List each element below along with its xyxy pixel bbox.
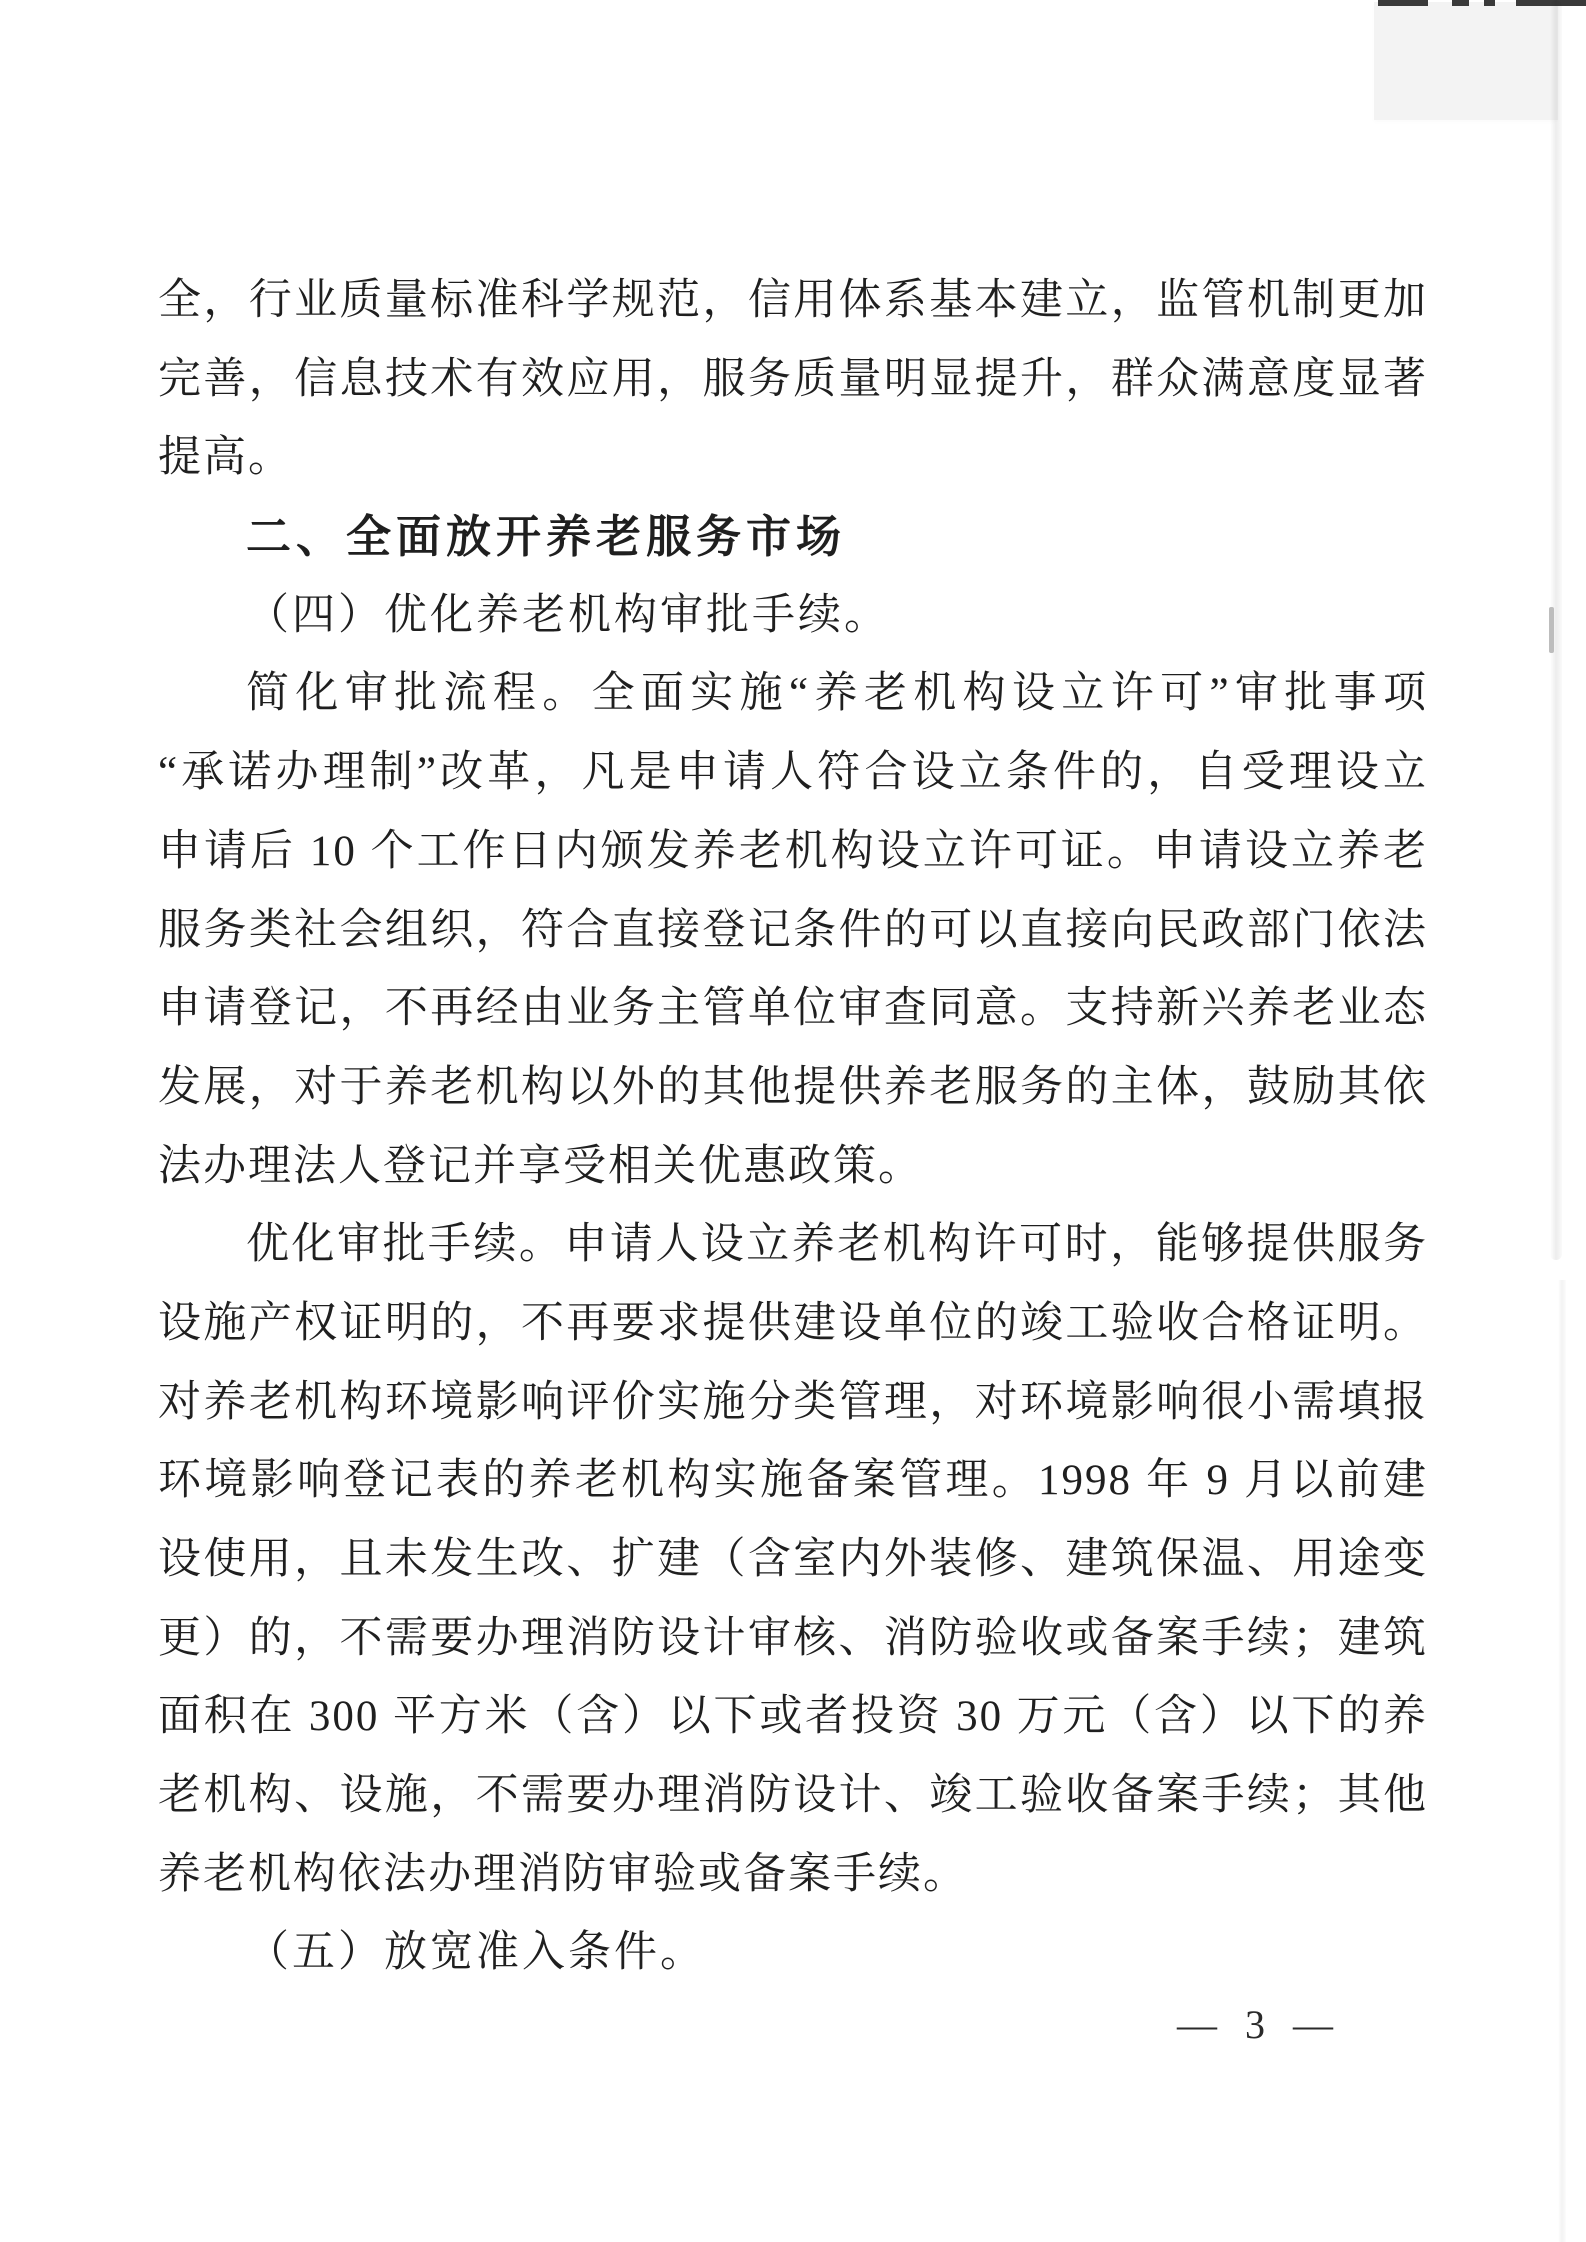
text-line: 设施产权证明的，不再要求提供建设单位的竣工验收合格证明。 [158,1299,1428,1347]
page-number: — 3 — [1177,2002,1333,2047]
text-line: 完善，信息技术有效应用，服务质量明显提升，群众满意度显著 [158,355,1428,403]
text-line: 简化审批流程。全面实施“养老机构设立许可”审批事项 [246,670,1428,718]
text-line: 申请登记，不再经由业务主管单位审查同意。支持新兴养老业态 [158,985,1428,1033]
text-line: 对养老机构环境影响评价实施分类管理，对环境影响很小需填报 [158,1378,1428,1426]
subsection-heading: （五）放宽准入条件。 [246,1929,706,1977]
scan-edge-shadow [1558,1280,1566,2242]
text-line: 提高。 [158,434,293,482]
text-line: “承诺办理制”改革，凡是申请人符合设立条件的，自受理设立 [158,749,1428,797]
scan-top-dash [1484,0,1495,6]
section-heading: 二、全面放开养老服务市场 [246,511,847,563]
subsection-heading: （四）优化养老机构审批手续。 [246,591,890,639]
text-line: 服务类社会组织，符合直接登记条件的可以直接向民政部门依法 [158,906,1428,954]
text-line: 养老机构依法办理消防审验或备案手续。 [158,1850,968,1898]
text-line: 设使用，且未发生改、扩建（含室内外装修、建筑保温、用途变 [158,1536,1428,1583]
scan-top-dash [1452,0,1469,6]
text-line: 更）的，不需要办理消防设计审核、消防验收或备案手续；建筑 [158,1614,1428,1662]
text-line: 面积在 300 平方米（含）以下或者投资 30 万元（含）以下的养 [158,1693,1428,1741]
text-line: 老机构、设施，不需要办理消防设计、竣工验收备案手续；其他 [158,1772,1428,1820]
text-line: 全，行业质量标准科学规范，信用体系基本建立，监管机制更加 [158,277,1428,324]
scan-top-dash [1378,0,1428,6]
text-line: 法办理法人登记并享受相关优惠政策。 [158,1142,923,1190]
text-line: 环境影响登记表的养老机构实施备案管理。1998 年 9 月以前建 [158,1457,1428,1505]
text-line: 发展，对于养老机构以外的其他提供养老服务的主体，鼓励其依 [158,1063,1428,1111]
text-block [158,262,1428,1993]
text-line: 申请后 10 个工作日内颁发养老机构设立许可证。申请设立养老 [158,827,1428,875]
text-line: 优化审批手续。申请人设立养老机构许可时，能够提供服务 [246,1221,1428,1269]
scan-corner-shade [1374,2,1558,120]
scan-edge-nick [1549,607,1554,653]
